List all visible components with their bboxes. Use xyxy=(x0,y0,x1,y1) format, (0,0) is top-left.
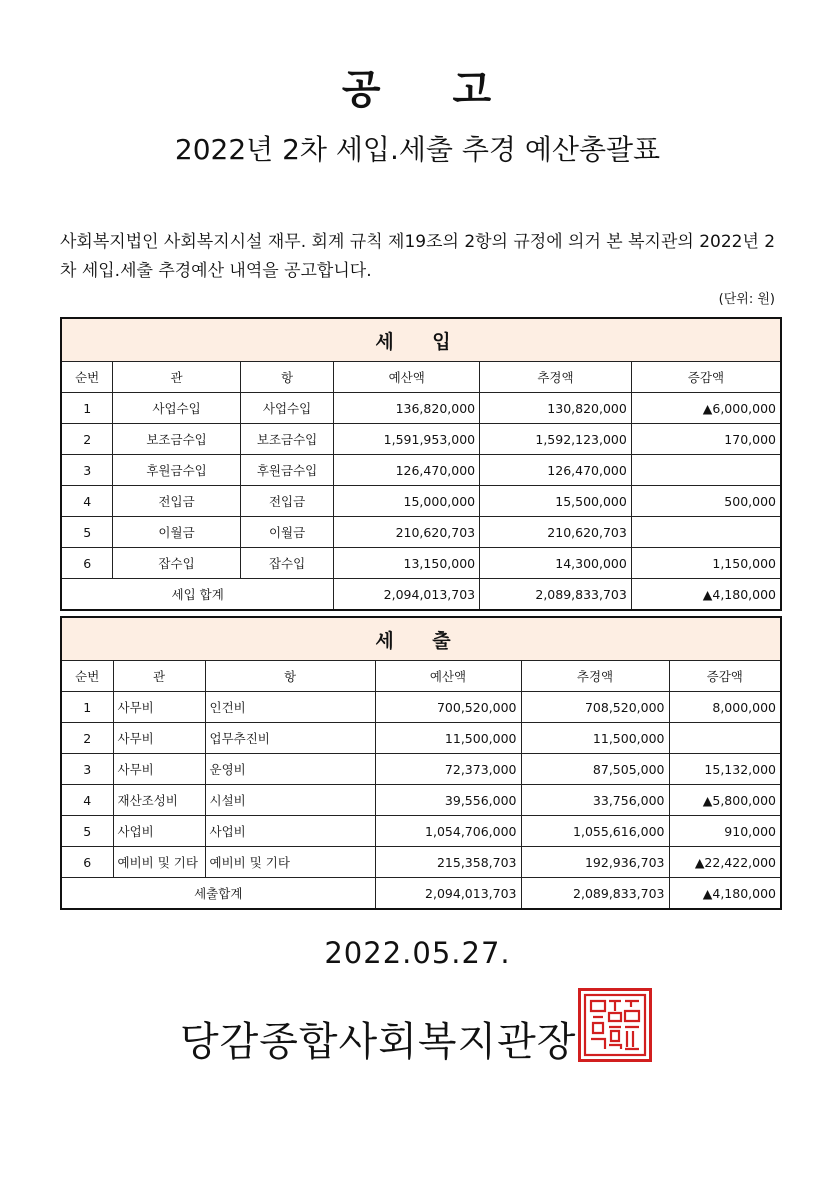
total-label: 세입 합계 xyxy=(61,579,334,611)
change-cell: ▲5,800,000 xyxy=(669,785,781,816)
table-row xyxy=(61,754,781,785)
column-header: 항 xyxy=(205,661,375,692)
table-row xyxy=(61,847,781,878)
budget-cell: 1,591,953,000 xyxy=(334,424,480,455)
gwan-cell: 보조금수입 xyxy=(113,424,240,455)
income-table xyxy=(60,317,782,611)
hang-cell: 운영비 xyxy=(205,754,375,785)
table-row xyxy=(61,692,781,723)
total-change: ▲4,180,000 xyxy=(669,878,781,910)
gwan-cell: 후원금수입 xyxy=(113,455,240,486)
hang-cell: 사업비 xyxy=(205,816,375,847)
total-label: 세출합계 xyxy=(61,878,375,910)
change-cell xyxy=(669,723,781,754)
row-number: 1 xyxy=(61,692,113,723)
row-number: 5 xyxy=(61,517,113,548)
row-number: 2 xyxy=(61,723,113,754)
change-cell: 910,000 xyxy=(669,816,781,847)
gwan-cell: 사무비 xyxy=(113,723,205,754)
title-part-2: 고 xyxy=(452,67,494,113)
column-header: 항 xyxy=(240,362,334,393)
revised-cell: 1,592,123,000 xyxy=(480,424,632,455)
gwan-cell: 사업비 xyxy=(113,816,205,847)
gwan-cell: 잡수입 xyxy=(113,548,240,579)
budget-cell: 13,150,000 xyxy=(334,548,480,579)
revised-cell: 1,055,616,000 xyxy=(521,816,669,847)
row-number: 3 xyxy=(61,455,113,486)
row-number: 2 xyxy=(61,424,113,455)
budget-cell: 210,620,703 xyxy=(334,517,480,548)
revised-cell: 210,620,703 xyxy=(480,517,632,548)
column-header: 순번 xyxy=(61,362,113,393)
revised-cell: 33,756,000 xyxy=(521,785,669,816)
income-header-row xyxy=(61,362,781,393)
page-title xyxy=(0,58,835,115)
hang-cell: 사업수입 xyxy=(240,393,334,424)
table-row xyxy=(61,393,781,424)
page-subtitle: 2022년 2차 세입.세출 추경 예산총괄표 xyxy=(174,133,661,166)
table-row xyxy=(61,816,781,847)
revised-cell: 192,936,703 xyxy=(521,847,669,878)
column-header: 추경액 xyxy=(480,362,632,393)
table-row xyxy=(61,723,781,754)
budget-cell: 700,520,000 xyxy=(375,692,521,723)
official-seal-icon xyxy=(578,988,652,1062)
table-row xyxy=(61,486,781,517)
organization-name: 당감종합사회복지관장 xyxy=(180,1019,577,1065)
revised-cell: 126,470,000 xyxy=(480,455,632,486)
budget-cell: 126,470,000 xyxy=(334,455,480,486)
column-header: 예산액 xyxy=(334,362,480,393)
change-cell: ▲6,000,000 xyxy=(631,393,781,424)
column-header: 관 xyxy=(113,661,205,692)
budget-cell: 72,373,000 xyxy=(375,754,521,785)
revised-cell: 11,500,000 xyxy=(521,723,669,754)
row-number: 6 xyxy=(61,847,113,878)
hang-cell: 보조금수입 xyxy=(240,424,334,455)
row-number: 1 xyxy=(61,393,113,424)
expense-table xyxy=(60,616,782,910)
change-cell: 15,132,000 xyxy=(669,754,781,785)
gwan-cell: 이월금 xyxy=(113,517,240,548)
column-header: 순번 xyxy=(61,661,113,692)
hang-cell: 예비비 및 기타 xyxy=(205,847,375,878)
title-part-1: 공 xyxy=(341,67,383,113)
table-row xyxy=(61,785,781,816)
row-number: 6 xyxy=(61,548,113,579)
hang-cell: 시설비 xyxy=(205,785,375,816)
revised-cell: 87,505,000 xyxy=(521,754,669,785)
hang-cell: 이월금 xyxy=(240,517,334,548)
hang-cell: 업무추진비 xyxy=(205,723,375,754)
hang-cell: 인건비 xyxy=(205,692,375,723)
revised-cell: 15,500,000 xyxy=(480,486,632,517)
total-revised: 2,089,833,703 xyxy=(480,579,632,611)
column-header: 증감액 xyxy=(669,661,781,692)
row-number: 4 xyxy=(61,486,113,517)
total-budget: 2,094,013,703 xyxy=(375,878,521,910)
revised-cell: 130,820,000 xyxy=(480,393,632,424)
column-header: 추경액 xyxy=(521,661,669,692)
budget-cell: 11,500,000 xyxy=(375,723,521,754)
row-number: 5 xyxy=(61,816,113,847)
column-header: 증감액 xyxy=(631,362,781,393)
table-row xyxy=(61,517,781,548)
expense-header-row xyxy=(61,661,781,692)
income-section-title: 세 입 xyxy=(61,318,781,362)
change-cell: 1,150,000 xyxy=(631,548,781,579)
gwan-cell: 전입금 xyxy=(113,486,240,517)
unit-label: (단위: 원) xyxy=(718,292,775,307)
budget-cell: 1,054,706,000 xyxy=(375,816,521,847)
announcement-date: 2022.05.27. xyxy=(324,936,511,970)
change-cell xyxy=(631,517,781,548)
hang-cell: 전입금 xyxy=(240,486,334,517)
table-row xyxy=(61,424,781,455)
change-cell: 500,000 xyxy=(631,486,781,517)
row-number: 4 xyxy=(61,785,113,816)
total-budget: 2,094,013,703 xyxy=(334,579,480,611)
gwan-cell: 사무비 xyxy=(113,754,205,785)
expense-section-title: 세 출 xyxy=(61,617,781,661)
change-cell: ▲22,422,000 xyxy=(669,847,781,878)
total-change: ▲4,180,000 xyxy=(631,579,781,611)
revised-cell: 708,520,000 xyxy=(521,692,669,723)
budget-cell: 15,000,000 xyxy=(334,486,480,517)
intro-paragraph: 사회복지법인 사회복지시설 재무. 회계 규칙 제19조의 2항의 규정에 의거 본 복지관의 2022년 2차 세입.세출 추경예산 내역을 공고합니다. xyxy=(60,232,776,281)
gwan-cell: 사업수입 xyxy=(113,393,240,424)
revised-cell: 14,300,000 xyxy=(480,548,632,579)
row-number: 3 xyxy=(61,754,113,785)
table-row xyxy=(61,455,781,486)
column-header: 예산액 xyxy=(375,661,521,692)
column-header: 관 xyxy=(113,362,240,393)
expense-total-row xyxy=(61,878,781,910)
change-cell: 170,000 xyxy=(631,424,781,455)
budget-cell: 39,556,000 xyxy=(375,785,521,816)
gwan-cell: 예비비 및 기타 xyxy=(113,847,205,878)
gwan-cell: 재산조성비 xyxy=(113,785,205,816)
gwan-cell: 사무비 xyxy=(113,692,205,723)
total-revised: 2,089,833,703 xyxy=(521,878,669,910)
income-total-row xyxy=(61,579,781,611)
change-cell xyxy=(631,455,781,486)
budget-cell: 215,358,703 xyxy=(375,847,521,878)
table-row xyxy=(61,548,781,579)
hang-cell: 잡수입 xyxy=(240,548,334,579)
change-cell: 8,000,000 xyxy=(669,692,781,723)
budget-cell: 136,820,000 xyxy=(334,393,480,424)
hang-cell: 후원금수입 xyxy=(240,455,334,486)
